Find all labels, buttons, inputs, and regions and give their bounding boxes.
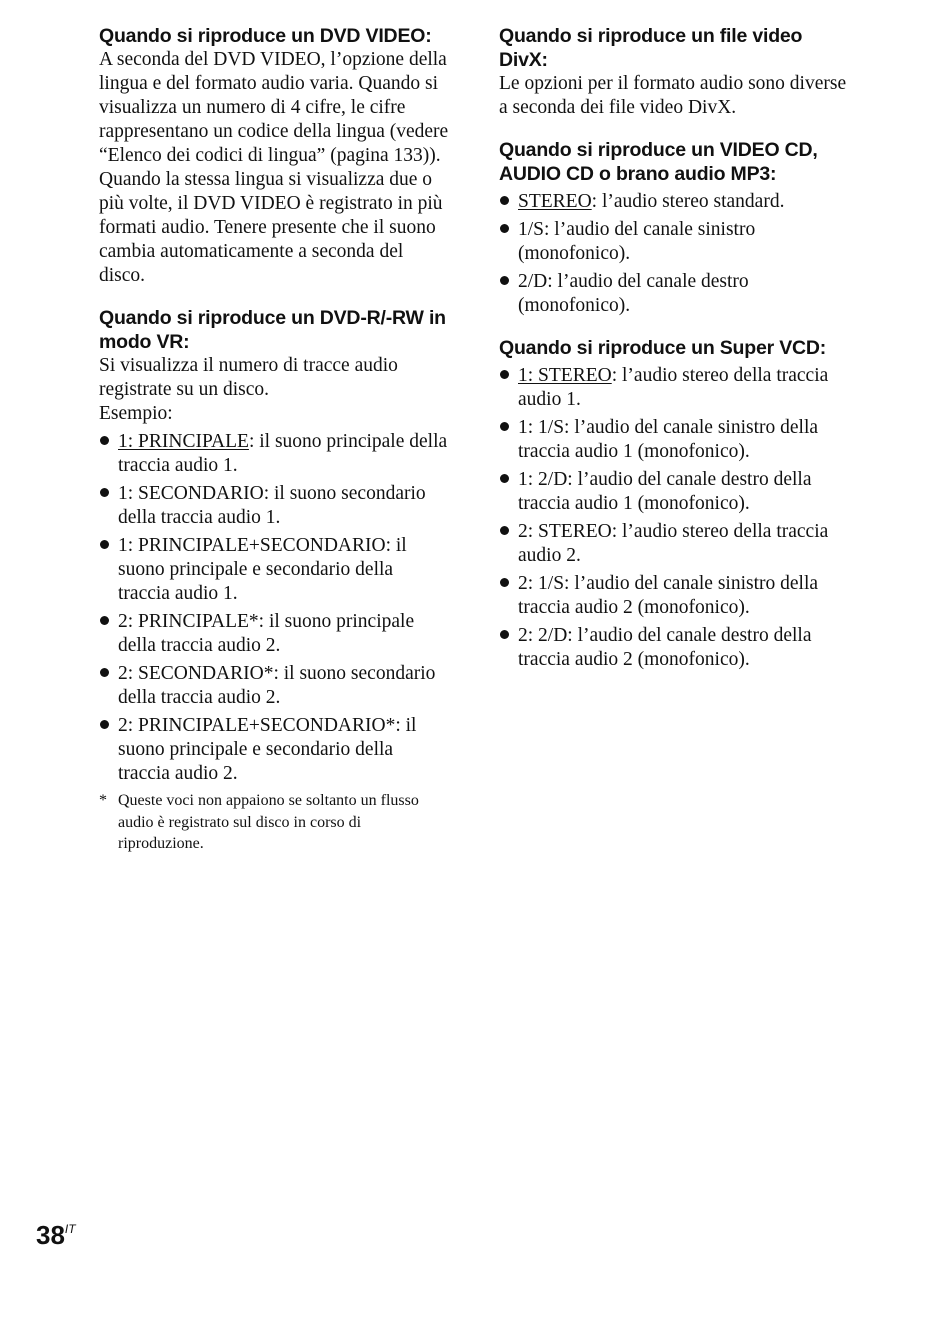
bullet-icon — [100, 488, 109, 497]
footnote-mark: * — [99, 792, 107, 809]
bullet-icon — [500, 196, 509, 205]
audio-option-list — [499, 190, 849, 318]
default-option-label: 1: STEREO — [518, 365, 612, 386]
bullet-icon — [500, 276, 509, 285]
section-text: Si visualizza il numero di tracce audio registrate su un disco. — [99, 355, 398, 400]
list-item — [99, 482, 449, 530]
bullet-icon — [500, 474, 509, 483]
bullet-icon — [100, 720, 109, 729]
option-text: 1: 1/S: l’audio del canale sinistro della traccia audio 1 (monofonico). — [518, 417, 819, 462]
option-text: 1: SECONDARIO: il suono secondario della traccia audio 1. — [118, 483, 426, 528]
section-video-cd — [499, 138, 849, 318]
option-text: 1/S: l’audio del canale sinistro (monofonico). — [518, 219, 756, 264]
bullet-icon — [100, 668, 109, 677]
bullet-icon — [500, 422, 509, 431]
list-item — [499, 416, 849, 464]
footnote — [99, 790, 449, 855]
list-item — [99, 610, 449, 658]
list-item — [499, 190, 849, 214]
list-item — [99, 662, 449, 710]
bullet-icon — [100, 616, 109, 625]
option-text: 1: PRINCIPALE+SECONDARIO: il suono principale e secondario della traccia audio 1. — [118, 535, 407, 604]
bullet-icon — [500, 630, 509, 639]
list-item — [499, 270, 849, 318]
option-description: : l’audio stereo della traccia audio 1. — [518, 365, 829, 410]
section-dvd-r-rw — [99, 306, 449, 855]
list-item — [99, 714, 449, 786]
option-description: : l’audio stereo standard. — [591, 191, 785, 212]
option-text: 1: 2/D: l’audio del canale destro della traccia audio 1 (monofonico). — [518, 469, 812, 514]
section-text: A seconda del DVD VIDEO, l’opzione della lingua e del formato audio varia. Quando si visualizza un numero di 4 cifre, le cifre rappresentano un codice della lingua (vedere “Elenco dei codici di lingua” (pagina 133)). Quando la stessa lingua si visualizza due o più volte, il DVD VIDEO è registrato in più formati audio. Tenere presente che il suono cambia automaticamente a seconda del disco. — [99, 49, 449, 286]
bullet-icon — [500, 224, 509, 233]
option-text: 2: 1/S: l’audio del canale sinistro della traccia audio 2 (monofonico). — [518, 573, 819, 618]
bullet-icon — [500, 578, 509, 587]
section-heading: Quando si riproduce un DVD VIDEO: — [99, 25, 432, 47]
list-item — [99, 534, 449, 606]
option-description: : il suono principale della traccia audio 1. — [118, 431, 448, 476]
left-column — [99, 24, 449, 873]
list-item — [499, 364, 849, 412]
section-dvd-video — [99, 24, 449, 288]
list-item — [499, 520, 849, 568]
page-number-value: 38 — [36, 1220, 65, 1250]
example-label: Esempio: — [99, 403, 173, 424]
option-text: 2: 2/D: l’audio del canale destro della traccia audio 2 (monofonico). — [518, 625, 812, 670]
footnote-text: Queste voci non appaiono se soltanto un flusso audio è registrato sul disco in corso di riproduzione. — [118, 792, 419, 852]
section-heading: Quando si riproduce un VIDEO CD, AUDIO CD o brano audio MP3: — [499, 139, 818, 185]
default-option-label: STEREO — [518, 191, 592, 212]
list-item — [499, 624, 849, 672]
section-heading: Quando si riproduce un DVD-R/-RW in modo VR: — [99, 307, 446, 353]
option-text: 2/D: l’audio del canale destro (monofonico). — [518, 271, 749, 316]
option-text: 2: PRINCIPALE*: il suono principale della traccia audio 2. — [118, 611, 415, 656]
right-column — [499, 24, 849, 690]
audio-option-list — [99, 430, 449, 786]
section-text: Le opzioni per il formato audio sono diverse a seconda dei file video DivX. — [499, 73, 847, 118]
list-item — [499, 468, 849, 516]
list-item — [99, 430, 449, 478]
page-number — [36, 1220, 76, 1251]
bullet-icon — [100, 540, 109, 549]
default-option-label: 1: PRINCIPALE — [118, 431, 249, 452]
page-language-code: IT — [64, 1222, 76, 1236]
option-text: 2: PRINCIPALE+SECONDARIO*: il suono principale e secondario della traccia audio 2. — [118, 715, 417, 784]
audio-option-list — [499, 364, 849, 672]
section-heading: Quando si riproduce un file video DivX: — [499, 25, 803, 71]
bullet-icon — [500, 370, 509, 379]
option-text: 2: SECONDARIO*: il suono secondario della traccia audio 2. — [118, 663, 436, 708]
bullet-icon — [100, 436, 109, 445]
section-divx — [499, 24, 849, 120]
section-heading: Quando si riproduce un Super VCD: — [499, 337, 827, 359]
option-text: 2: STEREO: l’audio stereo della traccia audio 2. — [518, 521, 829, 566]
list-item — [499, 218, 849, 266]
list-item — [499, 572, 849, 620]
bullet-icon — [500, 526, 509, 535]
section-super-vcd — [499, 336, 849, 672]
